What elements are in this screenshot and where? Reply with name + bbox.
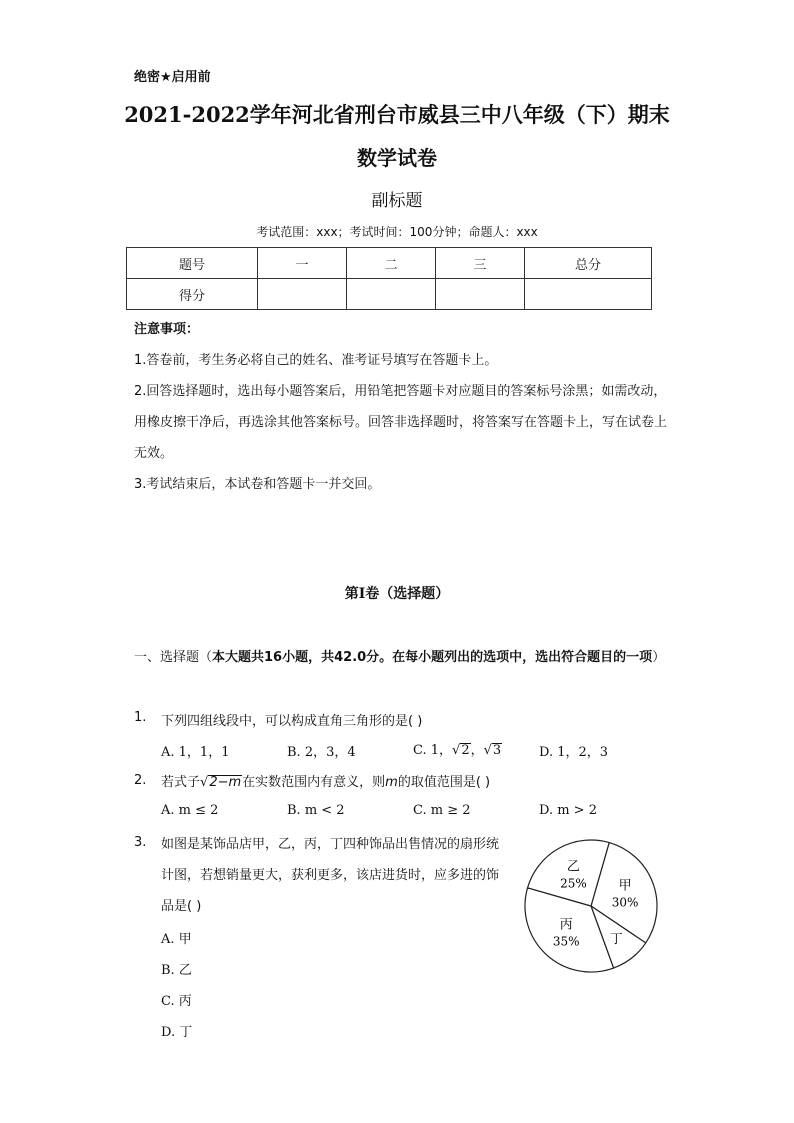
radicand: 3 [492,743,502,758]
confidential-label: 绝密★启用前 [134,70,211,85]
option-b[interactable]: B. m < 2 [287,803,345,818]
pie-slice-name: 甲 [618,878,632,894]
score-cell[interactable] [525,279,652,310]
pie-slice-value-label: 25% [560,876,587,891]
option-a[interactable]: A. m ≤ 2 [161,803,219,818]
pie-slice-name: 乙 [566,859,580,875]
score-cell[interactable] [436,279,525,310]
score-table [126,247,652,310]
variable-m: m [385,775,398,790]
score-header-cell: 总分 [525,248,652,279]
option-d[interactable]: D. 丁 [161,1025,193,1040]
pie-chart [515,836,665,976]
score-table-header-row [127,248,652,279]
question-text: 下列四组线段中，可以构成直角三角形的是( ) [161,714,423,729]
radicand: 2 [461,743,470,758]
option-c-sep: ， [470,743,484,758]
exam-title-line1: 2021-2022学年河北省刑台市威县三中八年级（下）期末 [124,102,670,127]
part-heading-lead: 一、选择题（ [134,650,213,665]
option-c[interactable]: C. m ≥ 2 [413,803,471,818]
option-d[interactable]: D. m > 2 [539,803,597,818]
sqrt-sign: √ [452,743,461,758]
exam-title-line2: 数学试卷 [357,146,437,170]
radicand: 2−m [209,775,242,790]
sqrt-sign: √ [483,743,492,758]
score-header-cell: 二 [347,248,436,279]
part-heading [134,642,668,673]
pie-slice-name: 丙 [559,917,573,933]
note-item: 1.答卷前，考生务必将自己的姓名、准考证号填写在答题卡上。 [134,353,498,368]
option-b[interactable]: B. 2，3，4 [287,745,356,760]
question-text-post2: 的取值范围是( ) [397,775,491,790]
pie-slice-value-label: 30% [611,895,639,910]
option-c[interactable]: C. 丙 [161,994,192,1009]
question-number: 3. [134,835,147,850]
score-header-cell: 一 [258,248,347,279]
section-title: 第I卷（选择题） [344,586,450,602]
part-heading-tail: ） [652,650,666,665]
score-row-label: 得分 [127,279,258,310]
part-heading-bold: 本大题共16小题，共42.0分。在每小题列出的选项中，选出符合题目的一项 [212,650,653,665]
exam-info: 考试范围：xxx；考试时间：100分钟；命题人：xxx [256,225,538,239]
sqrt-sign: √ [200,775,209,790]
question-text-post: 在实数范围内有意义，则 [242,775,386,790]
note-item: 3.考试结束后，本试卷和答题卡一并交回。 [134,477,381,492]
score-cell[interactable] [258,279,347,310]
score-cell[interactable] [347,279,436,310]
score-header-cell: 题号 [127,248,258,279]
notes-title: 注意事项： [134,322,200,337]
question-number: 1. [134,710,147,725]
exam-subtitle: 副标题 [371,191,423,211]
pie-slice-name: 丁 [609,932,623,948]
pie-slice-value-label: 35% [552,934,580,949]
option-a[interactable]: A. 1，1，1 [161,745,230,760]
score-table-score-row [127,279,652,310]
option-b[interactable]: B. 乙 [161,963,192,978]
note-item: 2.回答选择题时，选出每小题答案后，用铅笔把答题卡对应题目的答案标号涂黑；如需改动，用橡皮擦干净后，再选涂其他答案标号。回答非选择题时，将答案写在答题卡上，写在试卷上无效。 [134,384,668,461]
option-d[interactable]: D. 1，2，3 [539,745,609,760]
option-c[interactable] [413,739,502,758]
question-number: 2. [134,773,147,788]
option-c-prefix: C. 1， [413,743,453,758]
score-header-cell: 三 [436,248,525,279]
question-text [161,771,490,790]
question-text: 如图是某饰品店甲，乙，丙，丁四种饰品出售情况的扇形统计图，若想销量更大，获利更多，该店进货时，应多进的饰品是( ) [161,837,500,914]
option-a[interactable]: A. 甲 [161,932,192,947]
question-text-pre: 若式子 [161,775,201,790]
